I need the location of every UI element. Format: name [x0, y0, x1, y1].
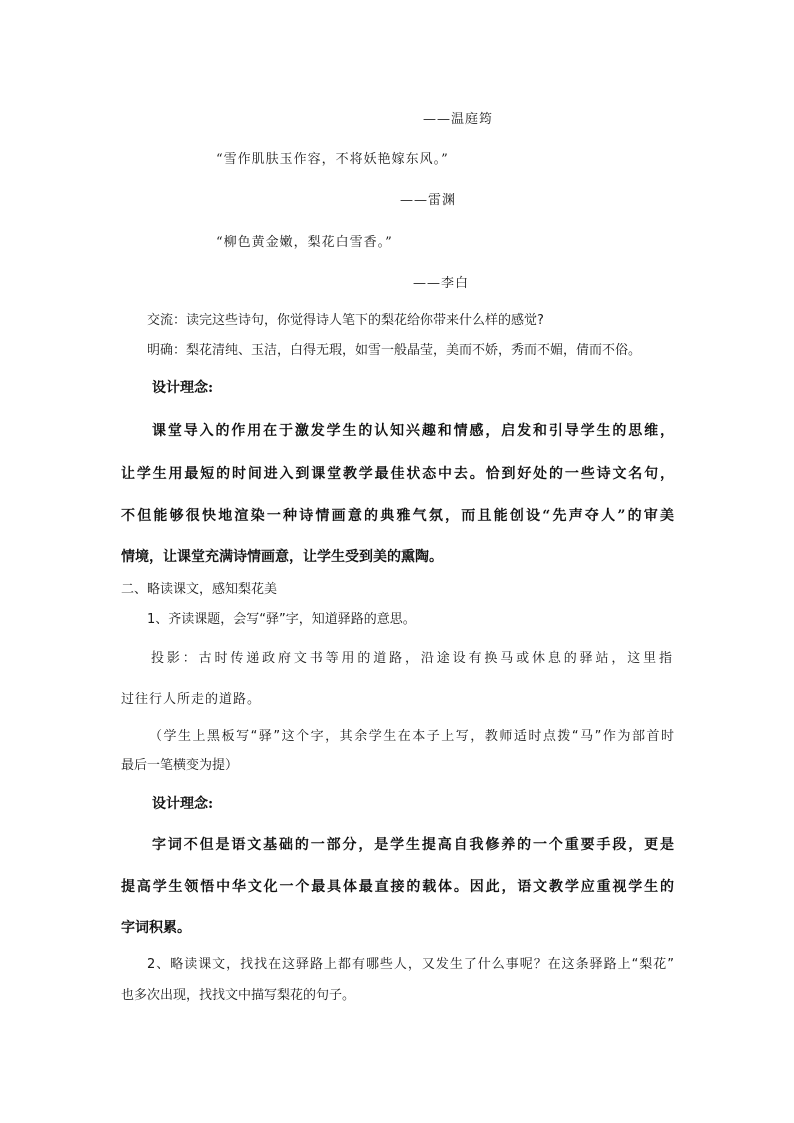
design-concept-heading-1: 设计理念:: [152, 380, 214, 396]
teacher-note-line-1: （学生上黑板写“驿”这个字，其余学生在本子上写，教师适时点拨“马”作为部首时: [149, 729, 674, 744]
design-concept-1-line-2: 让学生用最短的时间进入到课堂教学最佳状态中去。恰到好处的一些诗文名句，: [121, 466, 674, 482]
projection-line-1: 投影：古时传递政府文书等用的道路，沿途设有换马或休息的驿站，这里指: [151, 651, 673, 666]
poem-attribution-li-bai: ——李白: [413, 276, 470, 291]
design-concept-2-line-2: 提高学生领悟中华文化一个最具体最直接的载体。因此，语文教学应重视学生的: [121, 879, 674, 895]
design-concept-2-line-3: 字词积累。: [121, 920, 191, 936]
teacher-note-line-2: 最后一笔横变为提）: [121, 758, 239, 773]
section-2-heading: 二、略读课文，感知梨花美: [121, 582, 278, 597]
design-concept-1-line-3: 不但能够很快地渲染一种诗情画意的典雅气氛，而且能创设“先声夺人”的审美: [121, 508, 674, 524]
design-concept-1-line-4: 情境，让课堂充满诗情画意，让学生受到美的熏陶。: [121, 549, 443, 565]
section-2-item-1: 1、齐读课题，会写“驿”字，知道驿路的意思。: [147, 612, 416, 627]
clarify-answer: 明确：梨花清纯、玉洁，白得无瑕，如雪一般晶莹，美而不娇，秀而不媚，倩而不俗。: [147, 343, 642, 358]
poem-line-willow: “柳色黄金嫩，梨花白雪香。”: [216, 235, 393, 250]
poem-line-snow-skin: “雪作肌肤玉作容，不将妖艳嫁东风。”: [216, 152, 449, 167]
design-concept-heading-2: 设计理念:: [152, 796, 214, 812]
projection-line-2: 过往行人所走的道路。: [121, 692, 262, 707]
design-concept-2-line-1: 字词不但是语文基础的一部分，是学生提高自我修养的一个重要手段，更是: [152, 837, 674, 853]
design-concept-1-line-1: 课堂导入的作用在于激发学生的认知兴趣和情感，启发和引导学生的思维，: [152, 423, 674, 439]
section-2-item-2-line-2: 也多次出现，找找文中描写梨花的句子。: [121, 988, 356, 1003]
exchange-question: 交流：读完这些诗句，你觉得诗人笔下的梨花给你带来什么样的感觉?: [147, 313, 544, 328]
poem-attribution-wen-tingyun: ——温庭筠: [423, 112, 494, 127]
poem-attribution-lei-yuan: ——雷渊: [400, 193, 457, 208]
section-2-item-2-line-1: 2、略读课文，找找在这驿路上都有哪些人，又发生了什么事呢？在这条驿路上“梨花”: [147, 957, 674, 972]
